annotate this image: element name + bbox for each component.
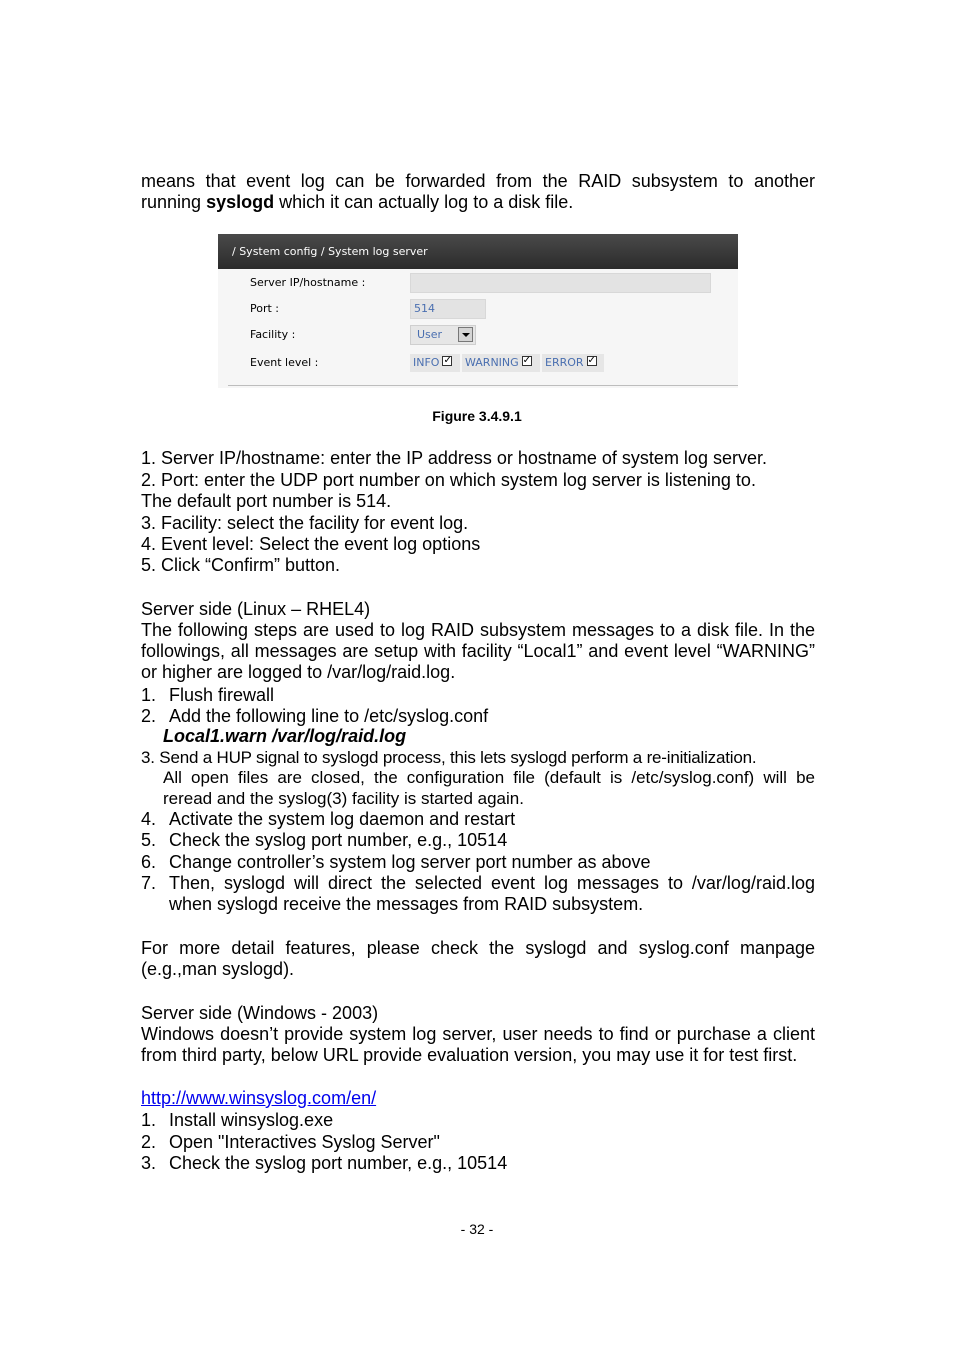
chevron-down-icon[interactable] [458, 327, 473, 342]
list-number: 2. [141, 1132, 157, 1152]
port-input[interactable]: 514 [410, 299, 486, 319]
list-number: 1. [141, 1110, 157, 1130]
step-2: 2. Port: enter the UDP port number on which system log server is listening to. [141, 470, 756, 490]
list-text: Change controller’s system log server port number as above [169, 852, 651, 872]
winsyslog-link[interactable]: http://www.winsyslog.com/en/ [141, 1088, 377, 1108]
event-level-label: Event level : [250, 356, 319, 369]
list-text: Check the syslog port number, e.g., 10514 [169, 1153, 508, 1173]
facility-value: User [417, 328, 443, 341]
facility-select[interactable] [410, 325, 476, 345]
figure-divider [228, 385, 738, 386]
list-number: 7. [141, 873, 157, 893]
event-warning-checkbox[interactable] [462, 354, 540, 372]
list-text: Check the syslog port number, e.g., 10514 [169, 830, 508, 850]
event-info-checkbox[interactable] [410, 354, 460, 372]
list-text: Open "Interactives Syslog Server" [169, 1132, 440, 1152]
list-number: 5. [141, 830, 157, 850]
list-text: Install winsyslog.exe [169, 1110, 334, 1130]
checkbox-checked-icon[interactable]: ✓ [443, 355, 452, 366]
list-number: 4. [141, 809, 157, 829]
server-ip-input[interactable] [410, 273, 711, 293]
intro-line-2 [141, 192, 815, 213]
step-4: 4. Event level: Select the event log options [141, 534, 481, 554]
list-number: 3. [141, 1153, 157, 1173]
syslogd-term: syslogd [206, 192, 275, 212]
config-line: Local1.warn /var/log/raid.log [163, 726, 407, 746]
list-item-3-rest: All open files are closed, the configuration file (default is /etc/syslog.conf) will be reread and the syslog(3) facility is started again. [163, 768, 815, 808]
list-text: Then, syslogd will direct the selected event log messages to /var/log/raid.log when syslogd receive the messages from RAID subsystem. [169, 873, 815, 914]
step-3: 3. Facility: select the facility for event log. [141, 513, 469, 533]
windows-paragraph: Windows doesn’t provide system log server, user needs to find or purchase a client from third party, below URL provide evaluation version, you may use it for test first. [141, 1024, 815, 1065]
list-item-3-line1: 3. Send a HUP signal to syslogd process, this lets syslogd perform a re-initialization. [141, 748, 757, 767]
page-number: - 32 - [460, 1221, 494, 1237]
list-text: Activate the system log daemon and restart [169, 809, 516, 829]
intro-prefix: running [141, 192, 207, 212]
figure-caption: Figure 3.4.9.1 [432, 408, 522, 424]
linux-paragraph: The following steps are used to log RAID subsystem messages to a disk file. In the followings, all messages are setup with facility “Local1” and event level “WARNING” or higher are logged to /var/log/raid.log. [141, 620, 815, 682]
list-number: 1. [141, 685, 157, 705]
list-number: 2. [141, 706, 157, 726]
more-info-paragraph: For more detail features, please check the syslogd and syslog.conf manpage (e.g.,man syslogd). [141, 938, 815, 979]
intro-suffix: which it can actually log to a disk file. [274, 192, 574, 212]
windows-heading: Server side (Windows - 2003) [141, 1003, 379, 1023]
facility-label: Facility : [250, 328, 296, 341]
event-error-label: ERROR [545, 356, 584, 369]
list-text: Add the following line to /etc/syslog.conf [169, 706, 489, 726]
linux-heading: Server side (Linux – RHEL4) [141, 599, 371, 619]
intro-line-1: means that event log can be forwarded from the RAID subsystem to another [141, 171, 815, 191]
step-2-note: The default port number is 514. [141, 491, 392, 511]
server-ip-label: Server IP/hostname : [250, 276, 366, 289]
breadcrumb: / System config / System log server [218, 234, 738, 269]
checkbox-checked-icon[interactable]: ✓ [587, 355, 596, 366]
list-number: 6. [141, 852, 157, 872]
event-error-checkbox[interactable] [542, 354, 604, 372]
step-1: 1. Server IP/hostname: enter the IP address or hostname of system log server. [141, 448, 767, 468]
event-info-label: INFO [413, 356, 440, 369]
port-label: Port : [250, 302, 280, 315]
list-text: Flush firewall [169, 685, 275, 705]
system-log-server-figure [218, 234, 738, 388]
event-warning-label: WARNING [465, 356, 519, 369]
checkbox-checked-icon[interactable]: ✓ [522, 355, 532, 366]
step-5: 5. Click “Confirm” button. [141, 555, 341, 575]
